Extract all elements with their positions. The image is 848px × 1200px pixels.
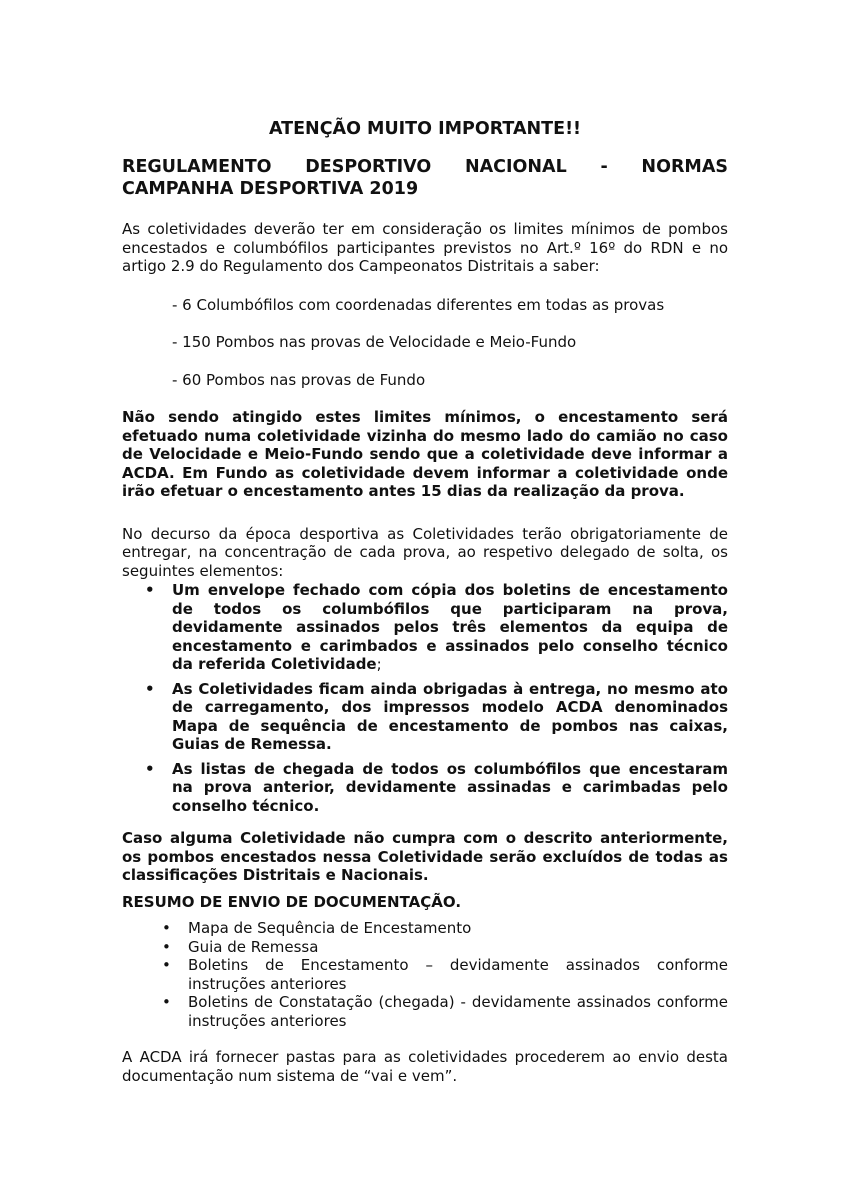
subtitle-line-2: CAMPANHA DESPORTIVA 2019 (122, 179, 419, 199)
bullet-icon: • (162, 937, 171, 956)
warning-paragraph: Não sendo atingido estes limites mínimos, o encestamento será efetuado numa coletividade vizinha do mesmo lado do camião no caso de Velocidade e Meio-Fundo sendo que a coletividade deve informar a ACDA. Em Fundo as coletividade devem informar a coletividade onde irão efetuar o encestamento antes 15 dias da realização da prova. (122, 408, 728, 500)
summary-item-text: Boletins de Constatação (chegada) - devidamente assinados conforme instruções anteriores (188, 993, 728, 1030)
delivery-list (122, 581, 728, 815)
subtitle-line-1 (122, 156, 728, 178)
page-title: ATENÇÃO MUITO IMPORTANTE!! (268, 119, 582, 139)
bullet-icon: • (162, 993, 171, 1011)
summary-item (122, 919, 728, 938)
requirement-item: - 150 Pombos nas provas de Velocidade e Meio-Fundo (172, 333, 577, 351)
summary-list (122, 919, 728, 1030)
summary-item (122, 938, 728, 957)
document-page (122, 118, 728, 1085)
delivery-item-tail: ; (376, 655, 382, 673)
subtitle-word: NACIONAL (464, 157, 567, 177)
delivery-item (122, 760, 728, 816)
delivery-intro-paragraph: No decurso da época desportiva as Coletividades terão obrigatoriamente de entregar, na concentração de cada prova, ao respetivo delegado de solta, os seguintes elementos: (122, 524, 728, 580)
summary-item (122, 993, 728, 1030)
subtitle-word: NORMAS (641, 157, 728, 177)
bullet-icon: • (145, 581, 155, 599)
bullet-icon: • (145, 759, 155, 778)
delivery-item (122, 680, 728, 754)
intro-paragraph: As coletividades deverão ter em consideração os limites mínimos de pombos encestados e columbófilos participantes previstos no Art.º 16º do RDN e no artigo 2.9 do Regulamento dos Campeonatos Distritais a saber: (122, 220, 728, 275)
closing-paragraph: A ACDA irá fornecer pastas para as coletividades procederem ao envio desta documentação num sistema de “vai e vem”. (122, 1048, 728, 1085)
document-subtitle (122, 156, 728, 200)
delivery-item-text: Um envelope fechado com cópia dos boletins de encestamento de todos os columbófilos que participaram na prova, devidamente assinados pelos três elementos da equipa de encestamento e carimbados e assinados pelo conselho técnico da referida Coletividade (172, 581, 728, 673)
summary-heading: RESUMO DE ENVIO DE DOCUMENTAÇÃO. (122, 892, 462, 911)
bullet-icon: • (162, 919, 171, 937)
summary-item-text: Mapa de Sequência de Encestamento (188, 919, 472, 937)
summary-item-text: Guia de Remessa (188, 937, 319, 956)
subtitle-word: DESPORTIVO (305, 157, 432, 177)
delivery-item (122, 581, 728, 674)
subtitle-word: - (600, 157, 608, 177)
requirement-item: - 6 Columbófilos com coordenadas diferentes em todas as provas (172, 295, 665, 314)
summary-item-text: Boletins de Encestamento – devidamente assinados conforme instruções anteriores (188, 956, 728, 993)
exclusion-paragraph: Caso alguma Coletividade não cumpra com o descrito anteriormente, os pombos encestados nessa Coletividade serão excluídos de todas as classificações Distritais e Nacionais. (122, 829, 728, 884)
delivery-item-text: As listas de chegada de todos os columbófilos que encestaram na prova anterior, devidamente assinadas e carimbadas pelo conselho técnico. (172, 759, 728, 815)
requirement-item: - 60 Pombos nas provas de Fundo (172, 370, 426, 389)
subtitle-word: REGULAMENTO (122, 157, 272, 177)
bullet-icon: • (162, 956, 171, 974)
delivery-item-text: As Coletividades ficam ainda obrigadas à entrega, no mesmo ato de carregamento, dos impressos modelo ACDA denominados Mapa de sequência de encestamento de pombos nas caixas, Guias de Remessa. (172, 679, 728, 753)
bullet-icon: • (145, 679, 155, 698)
summary-item (122, 956, 728, 993)
